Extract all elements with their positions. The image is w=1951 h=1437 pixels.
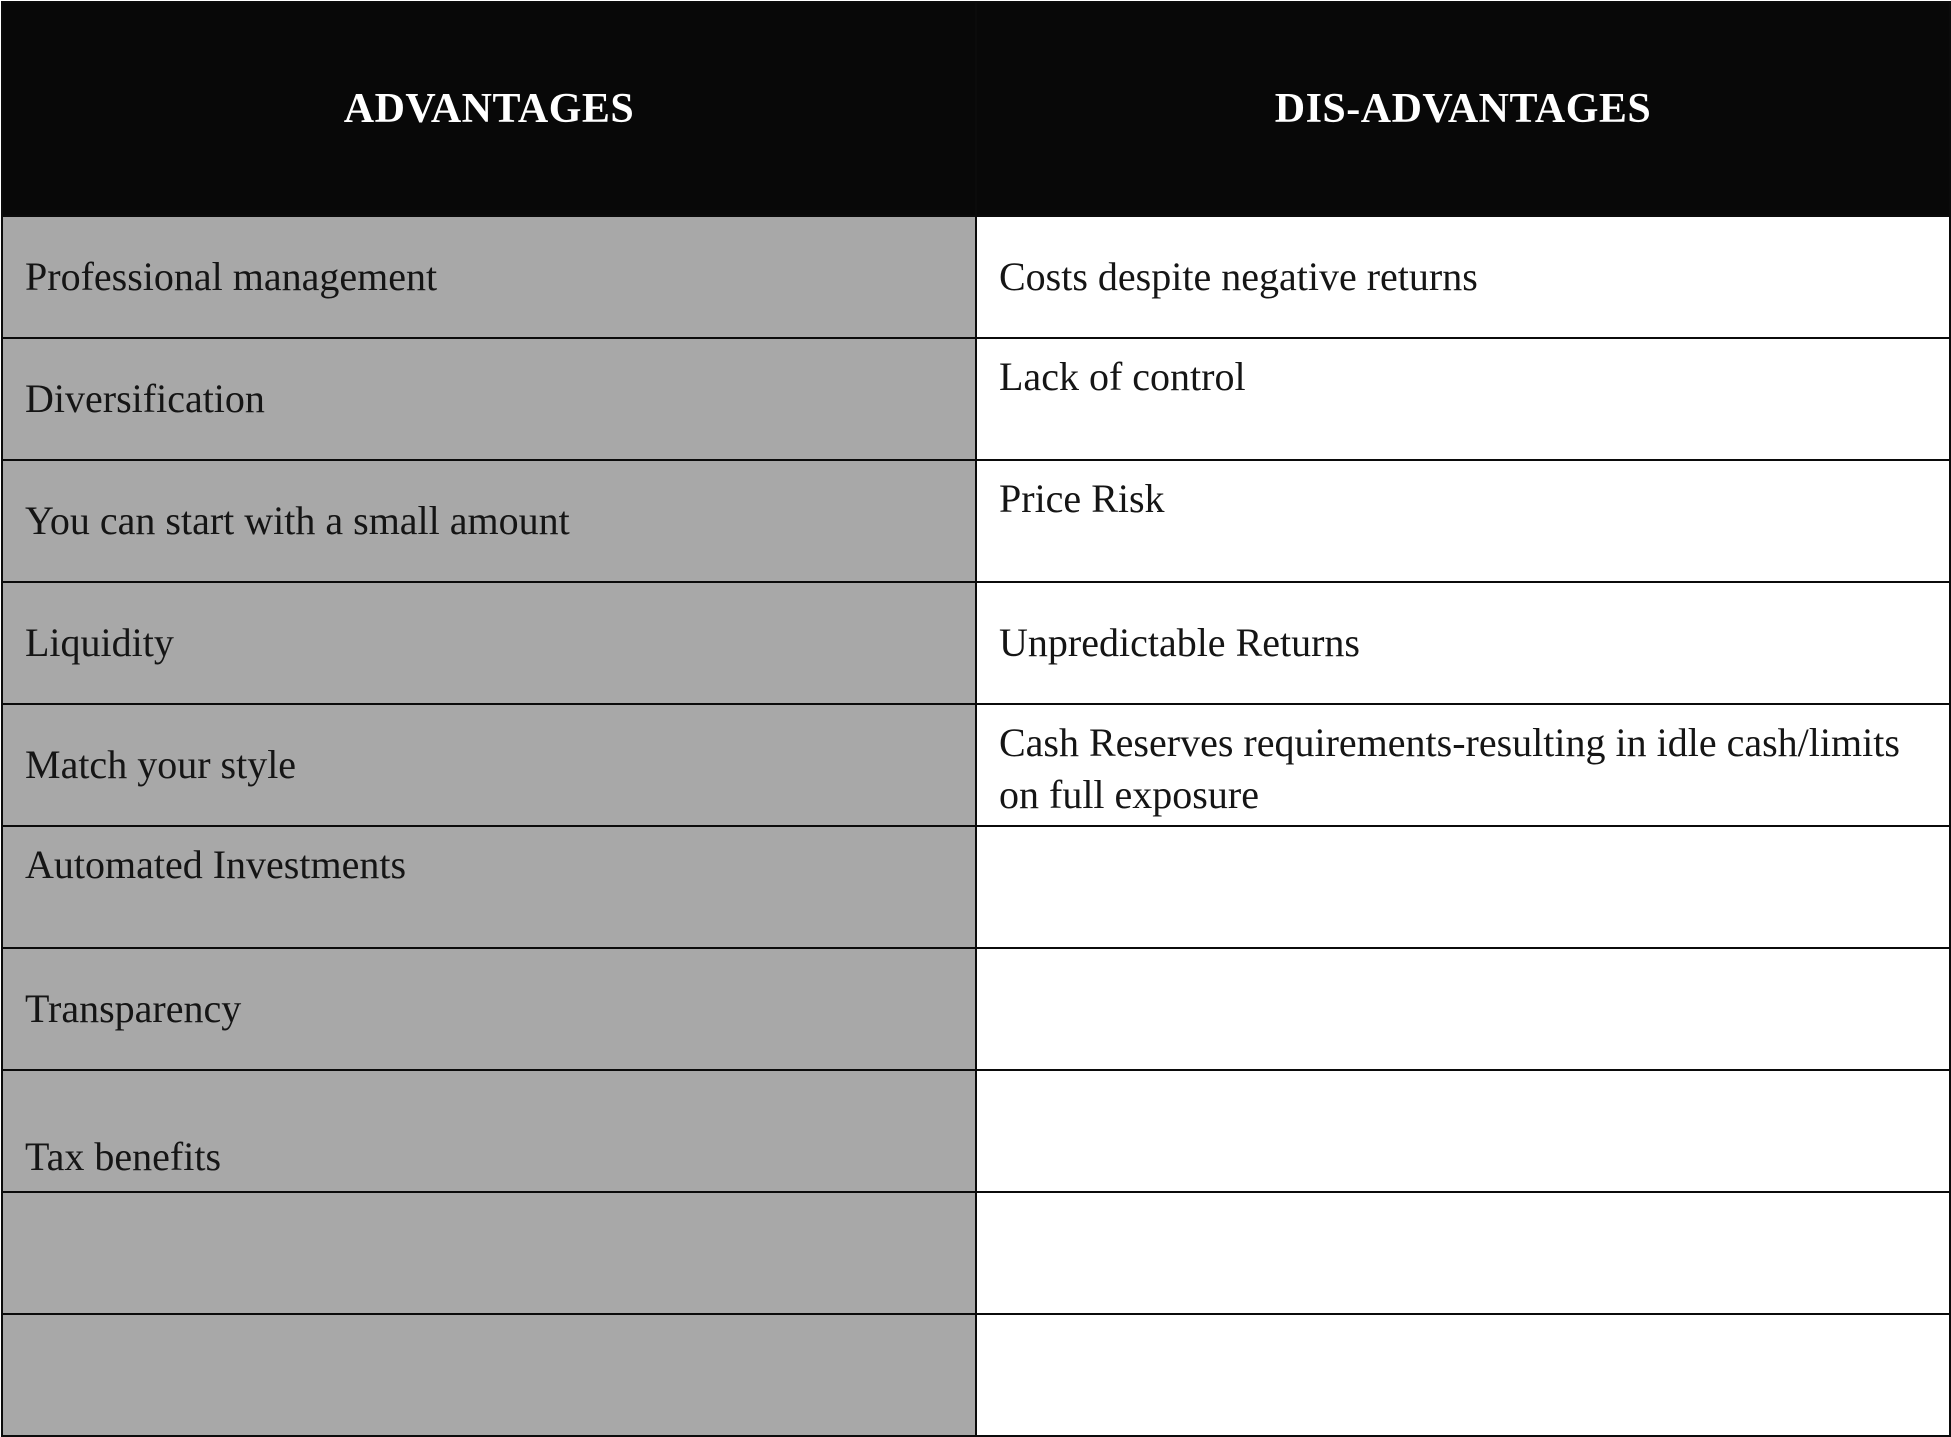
advantage-cell: Transparency (2, 948, 976, 1070)
disadvantage-cell: Cash Reserves requirements-resulting in idle cash/limits on full exposure (976, 704, 1950, 826)
table-row (2, 1192, 1950, 1314)
disadvantage-cell: Unpredictable Returns (976, 582, 1950, 704)
advantage-cell (2, 1192, 976, 1314)
table-row (2, 826, 1950, 948)
disadvantage-cell (976, 1192, 1950, 1314)
disadvantage-cell: Price Risk (976, 460, 1950, 582)
advantage-cell: Professional management (2, 216, 976, 338)
table-header (2, 2, 1950, 216)
advantage-cell: Tax benefits (2, 1070, 976, 1192)
disadvantage-cell (976, 1314, 1950, 1436)
disadvantage-cell: Lack of control (976, 338, 1950, 460)
table-row (2, 582, 1950, 704)
disadvantage-cell (976, 1070, 1950, 1192)
advantage-cell: Diversification (2, 338, 976, 460)
table-row (2, 1070, 1950, 1192)
table-row (2, 338, 1950, 460)
table-row (2, 216, 1950, 338)
disadvantages-header: DIS-ADVANTAGES (976, 2, 1950, 216)
disadvantage-cell (976, 826, 1950, 948)
advantages-disadvantages-table (1, 1, 1951, 1437)
advantages-header: ADVANTAGES (2, 2, 976, 216)
advantage-cell (2, 1314, 976, 1436)
advantage-cell: Liquidity (2, 582, 976, 704)
disadvantage-cell (976, 948, 1950, 1070)
table-row (2, 1314, 1950, 1436)
advantage-cell: Match your style (2, 704, 976, 826)
table-row (2, 460, 1950, 582)
table-row (2, 948, 1950, 1070)
advantage-cell: You can start with a small amount (2, 460, 976, 582)
disadvantage-cell: Costs despite negative returns (976, 216, 1950, 338)
header-row (2, 2, 1950, 216)
advantage-cell: Automated Investments (2, 826, 976, 948)
table-row (2, 704, 1950, 826)
table-body (2, 216, 1950, 1436)
